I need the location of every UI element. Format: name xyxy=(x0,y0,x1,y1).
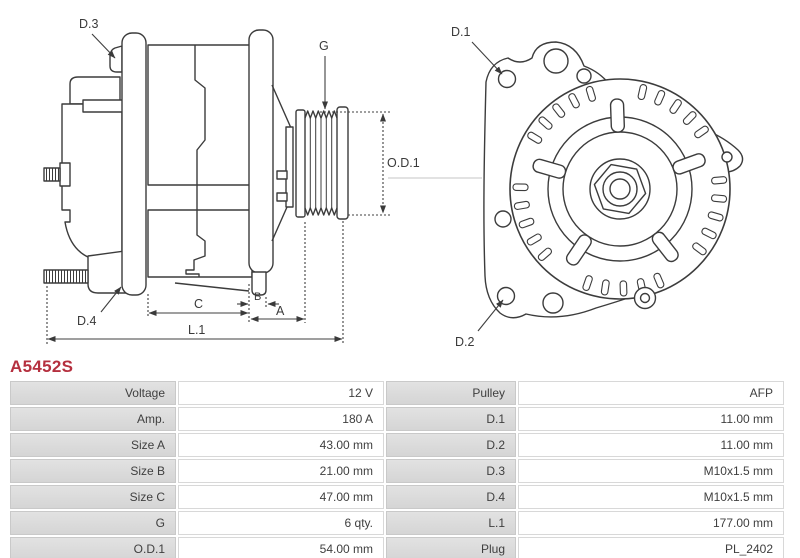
spec-value: 180 A xyxy=(178,407,384,431)
dimension-label-d3: D.3 xyxy=(79,17,99,31)
terminal-stud xyxy=(60,163,70,186)
d1-leader-arrow xyxy=(472,42,502,74)
vent-slot xyxy=(620,281,627,296)
vent-slot xyxy=(711,176,727,184)
d3-ear xyxy=(110,46,122,72)
dimension-label-od1: O.D.1 xyxy=(387,156,420,170)
spec-value: 11.00 mm xyxy=(518,407,784,431)
spec-value: 6 qty. xyxy=(178,511,384,535)
front-bracket-plate xyxy=(249,30,273,273)
mounting-bolt-lower xyxy=(44,270,88,283)
part-number: A5452S xyxy=(10,357,74,376)
spec-value: AFP xyxy=(518,381,784,405)
table-row xyxy=(10,407,784,431)
vent-slot xyxy=(513,184,528,191)
spec-value: PL_2402 xyxy=(518,537,784,558)
spec-table xyxy=(8,379,786,558)
spec-value: M10x1.5 mm xyxy=(518,459,784,483)
lobe-hole-top xyxy=(544,49,568,73)
table-row xyxy=(10,381,784,405)
spec-value: 11.00 mm xyxy=(518,433,784,457)
spec-value: 21.00 mm xyxy=(178,459,384,483)
table-row xyxy=(10,485,784,509)
spec-value: 12 V xyxy=(178,381,384,405)
dimension-label-d2: D.2 xyxy=(455,335,475,349)
dimension-label-l1: L.1 xyxy=(188,323,206,337)
spec-label: Size C xyxy=(10,485,176,509)
d3-leader-arrow xyxy=(92,34,115,58)
spec-value: 177.00 mm xyxy=(518,511,784,535)
spec-label: Pulley xyxy=(386,381,516,405)
dimension-label-d1: D.1 xyxy=(451,25,471,39)
pulley xyxy=(296,107,348,219)
spec-label: O.D.1 xyxy=(10,537,176,558)
dimension-label-c: C xyxy=(194,297,204,311)
table-row xyxy=(10,433,784,457)
spec-label: D.4 xyxy=(386,485,516,509)
spec-label: Amp. xyxy=(10,407,176,431)
spec-label: L.1 xyxy=(386,511,516,535)
spec-label: D.3 xyxy=(386,459,516,483)
d2-leader-arrow xyxy=(478,300,503,331)
spec-label: Size B xyxy=(10,459,176,483)
spec-label: D.1 xyxy=(386,407,516,431)
dimension-label-g: G xyxy=(319,39,329,53)
tab-hole-right xyxy=(722,152,732,162)
spec-label: Voltage xyxy=(10,381,176,405)
rear-bracket-plate xyxy=(122,33,146,295)
dimension-label-d4: D.4 xyxy=(77,314,97,328)
table-row xyxy=(10,537,784,558)
table-row xyxy=(10,459,784,483)
spoke xyxy=(610,99,624,132)
vent-slot xyxy=(711,195,727,203)
spec-label: Size A xyxy=(10,433,176,457)
spec-label: Plug xyxy=(386,537,516,558)
shaft-hub xyxy=(590,159,650,219)
spec-value: 47.00 mm xyxy=(178,485,384,509)
dimension-label-a: A xyxy=(276,304,285,318)
table-row xyxy=(10,511,784,535)
spec-label: G xyxy=(10,511,176,535)
front-view-diagram xyxy=(484,42,743,318)
lobe-hole-bottom xyxy=(543,293,563,313)
spec-value: 43.00 mm xyxy=(178,433,384,457)
dimension-label-b: B xyxy=(254,291,262,303)
mount-hole-d2 xyxy=(498,288,515,305)
spec-value: M10x1.5 mm xyxy=(518,485,784,509)
spec-value: 54.00 mm xyxy=(178,537,384,558)
side-view-diagram xyxy=(44,30,348,295)
spec-label: D.2 xyxy=(386,433,516,457)
